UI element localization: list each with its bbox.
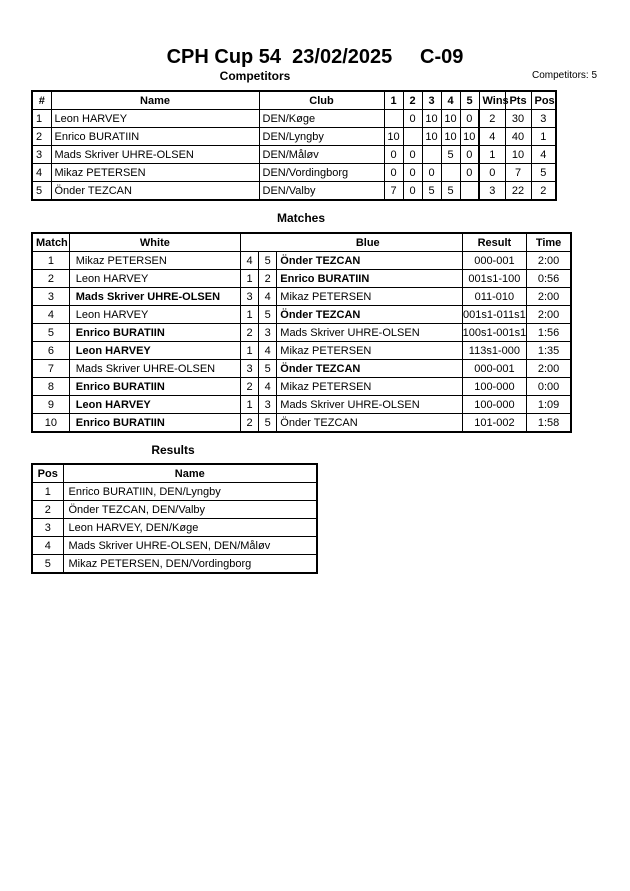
- col-header-vs-1: 1: [384, 91, 403, 110]
- result-row: [32, 483, 317, 501]
- competitor-number: 4: [32, 164, 51, 182]
- match-number: 2: [32, 270, 69, 288]
- white-number: 4: [241, 252, 259, 270]
- competitor-position: 3: [531, 110, 556, 128]
- competitor-position: 4: [531, 146, 556, 164]
- competitor-points: 10: [505, 146, 531, 164]
- score-vs-2: [403, 128, 422, 146]
- competitor-position: 5: [531, 164, 556, 182]
- match-row: [32, 288, 571, 306]
- competitor-club: DEN/Lyngby: [259, 128, 384, 146]
- white-competitor: Enrico BURATIIN: [69, 378, 240, 396]
- score-vs-3: 0: [422, 164, 441, 182]
- match-row: [32, 396, 571, 414]
- competitor-name: Mikaz PETERSEN: [51, 164, 259, 182]
- result-position: 5: [32, 555, 63, 574]
- competitor-number: 1: [32, 110, 51, 128]
- match-number: 3: [32, 288, 69, 306]
- score-vs-3: 10: [422, 110, 441, 128]
- blue-competitor: Önder TEZCAN: [277, 414, 462, 433]
- match-result: 001s1-100: [462, 270, 526, 288]
- match-number: 7: [32, 360, 69, 378]
- blue-competitor: Mikaz PETERSEN: [277, 342, 462, 360]
- col-header-vs-5: 5: [460, 91, 479, 110]
- match-result: 011-010: [462, 288, 526, 306]
- match-result: 001s1-011s1: [462, 306, 526, 324]
- match-time: 0:56: [527, 270, 571, 288]
- competitor-row: [32, 110, 556, 128]
- matches-header-row: [32, 233, 571, 252]
- matches-table: [31, 232, 572, 433]
- score-vs-2: 0: [403, 110, 422, 128]
- col-header-wins: Wins: [479, 91, 505, 110]
- competitor-row: [32, 146, 556, 164]
- score-vs-3: 5: [422, 182, 441, 201]
- blue-number: 3: [259, 324, 277, 342]
- score-vs-1: 7: [384, 182, 403, 201]
- blue-number: 5: [259, 360, 277, 378]
- competitor-points: 7: [505, 164, 531, 182]
- score-vs-2: 0: [403, 182, 422, 201]
- match-time: 2:00: [527, 252, 571, 270]
- white-competitor: Leon HARVEY: [69, 270, 240, 288]
- blue-number: 3: [259, 396, 277, 414]
- white-competitor: Mads Skriver UHRE-OLSEN: [69, 360, 240, 378]
- col-header-number: #: [32, 91, 51, 110]
- competitors-count: Competitors: 5: [532, 70, 598, 81]
- score-vs-4: 5: [441, 182, 460, 201]
- competitor-number: 3: [32, 146, 51, 164]
- score-vs-3: 10: [422, 128, 441, 146]
- score-vs-4: 10: [441, 110, 460, 128]
- white-number: 2: [241, 414, 259, 433]
- col-header-match: Match: [32, 233, 69, 252]
- col-header-time: Time: [527, 233, 571, 252]
- white-competitor: Leon HARVEY: [69, 342, 240, 360]
- match-time: 1:56: [527, 324, 571, 342]
- match-number: 4: [32, 306, 69, 324]
- col-header-result-pos: Pos: [32, 464, 63, 483]
- competitor-club: DEN/Køge: [259, 110, 384, 128]
- white-number: 2: [241, 324, 259, 342]
- results-table: [31, 463, 318, 574]
- competitor-wins: 3: [479, 182, 505, 201]
- blue-competitor: Mads Skriver UHRE-OLSEN: [277, 324, 462, 342]
- results-header-row: [32, 464, 317, 483]
- col-header-name: Name: [51, 91, 259, 110]
- result-position: 1: [32, 483, 63, 501]
- competitor-name: Enrico BURATIIN: [51, 128, 259, 146]
- page-title: CPH Cup 54 23/02/2025 C-09: [166, 46, 464, 68]
- white-competitor: Leon HARVEY: [69, 396, 240, 414]
- match-row: [32, 252, 571, 270]
- match-result: 000-001: [462, 252, 526, 270]
- match-time: 2:00: [527, 360, 571, 378]
- score-vs-5: 0: [460, 110, 479, 128]
- competitor-wins: 1: [479, 146, 505, 164]
- match-time: 0:00: [527, 378, 571, 396]
- result-name: Mikaz PETERSEN, DEN/Vordingborg: [63, 555, 317, 574]
- blue-competitor: Önder TEZCAN: [277, 252, 462, 270]
- col-header-vs-3: 3: [422, 91, 441, 110]
- white-competitor: Mads Skriver UHRE-OLSEN: [69, 288, 240, 306]
- competitor-wins: 2: [479, 110, 505, 128]
- score-vs-5: 0: [460, 164, 479, 182]
- blue-competitor: Önder TEZCAN: [277, 360, 462, 378]
- blue-number: 5: [259, 414, 277, 433]
- result-name: Önder TEZCAN, DEN/Valby: [63, 501, 317, 519]
- score-vs-1: 0: [384, 146, 403, 164]
- score-vs-4: [441, 164, 460, 182]
- blue-competitor: Enrico BURATIIN: [277, 270, 462, 288]
- competitor-number: 5: [32, 182, 51, 201]
- competitor-position: 2: [531, 182, 556, 201]
- competitor-club: DEN/Valby: [259, 182, 384, 201]
- match-number: 10: [32, 414, 69, 433]
- competitors-table: [31, 90, 557, 201]
- col-header-blue: Blue: [241, 233, 463, 252]
- col-header-pts: Pts: [505, 91, 531, 110]
- match-row: [32, 306, 571, 324]
- competitor-row: [32, 164, 556, 182]
- result-name: Leon HARVEY, DEN/Køge: [63, 519, 317, 537]
- match-time: 1:58: [527, 414, 571, 433]
- white-number: 3: [241, 288, 259, 306]
- competitors-header-row: [32, 91, 556, 110]
- matches-heading: Matches: [276, 211, 326, 225]
- blue-competitor: Mikaz PETERSEN: [277, 288, 462, 306]
- competitor-row: [32, 128, 556, 146]
- white-competitor: Enrico BURATIIN: [69, 414, 240, 433]
- score-vs-1: 10: [384, 128, 403, 146]
- competitor-points: 30: [505, 110, 531, 128]
- col-header-vs-2: 2: [403, 91, 422, 110]
- match-number: 9: [32, 396, 69, 414]
- match-row: [32, 324, 571, 342]
- blue-number: 2: [259, 270, 277, 288]
- result-name: Mads Skriver UHRE-OLSEN, DEN/Måløv: [63, 537, 317, 555]
- result-row: [32, 555, 317, 574]
- col-header-result-name: Name: [63, 464, 317, 483]
- competitor-name: Önder TEZCAN: [51, 182, 259, 201]
- result-row: [32, 519, 317, 537]
- match-row: [32, 360, 571, 378]
- score-vs-5: 10: [460, 128, 479, 146]
- competitor-position: 1: [531, 128, 556, 146]
- competitor-club: DEN/Vordingborg: [259, 164, 384, 182]
- white-number: 1: [241, 396, 259, 414]
- competitor-name: Mads Skriver UHRE-OLSEN: [51, 146, 259, 164]
- result-row: [32, 537, 317, 555]
- competitor-club: DEN/Måløv: [259, 146, 384, 164]
- score-vs-2: 0: [403, 164, 422, 182]
- match-time: 1:35: [527, 342, 571, 360]
- score-vs-5: 0: [460, 146, 479, 164]
- results-heading: Results: [151, 443, 195, 457]
- competitor-name: Leon HARVEY: [51, 110, 259, 128]
- blue-number: 4: [259, 342, 277, 360]
- white-number: 1: [241, 270, 259, 288]
- competitor-row: [32, 182, 556, 201]
- match-row: [32, 414, 571, 433]
- match-row: [32, 378, 571, 396]
- result-row: [32, 501, 317, 519]
- blue-competitor: Mikaz PETERSEN: [277, 378, 462, 396]
- match-result: 100s1-001s1: [462, 324, 526, 342]
- competitor-wins: 4: [479, 128, 505, 146]
- result-position: 3: [32, 519, 63, 537]
- white-number: 1: [241, 342, 259, 360]
- blue-number: 5: [259, 306, 277, 324]
- competitor-number: 2: [32, 128, 51, 146]
- score-vs-1: [384, 110, 403, 128]
- match-result: 100-000: [462, 396, 526, 414]
- score-vs-2: 0: [403, 146, 422, 164]
- match-row: [32, 270, 571, 288]
- match-number: 5: [32, 324, 69, 342]
- white-number: 1: [241, 306, 259, 324]
- white-competitor: Leon HARVEY: [69, 306, 240, 324]
- score-vs-3: [422, 146, 441, 164]
- match-result: 113s1-000: [462, 342, 526, 360]
- match-time: 2:00: [527, 306, 571, 324]
- competitor-points: 40: [505, 128, 531, 146]
- col-header-vs-4: 4: [441, 91, 460, 110]
- score-vs-1: 0: [384, 164, 403, 182]
- white-number: 2: [241, 378, 259, 396]
- match-result: 100-000: [462, 378, 526, 396]
- competitor-wins: 0: [479, 164, 505, 182]
- result-name: Enrico BURATIIN, DEN/Lyngby: [63, 483, 317, 501]
- score-vs-4: 10: [441, 128, 460, 146]
- blue-competitor: Mads Skriver UHRE-OLSEN: [277, 396, 462, 414]
- blue-competitor: Önder TEZCAN: [277, 306, 462, 324]
- col-header-white: White: [69, 233, 240, 252]
- result-position: 2: [32, 501, 63, 519]
- blue-number: 4: [259, 288, 277, 306]
- col-header-result: Result: [462, 233, 526, 252]
- result-position: 4: [32, 537, 63, 555]
- blue-number: 4: [259, 378, 277, 396]
- competitors-heading: Competitors: [219, 69, 291, 83]
- match-row: [32, 342, 571, 360]
- competitor-points: 22: [505, 182, 531, 201]
- white-number: 3: [241, 360, 259, 378]
- match-number: 6: [32, 342, 69, 360]
- match-time: 1:09: [527, 396, 571, 414]
- score-vs-5: [460, 182, 479, 201]
- match-time: 2:00: [527, 288, 571, 306]
- match-number: 1: [32, 252, 69, 270]
- col-header-pos: Pos: [531, 91, 556, 110]
- blue-number: 5: [259, 252, 277, 270]
- white-competitor: Enrico BURATIIN: [69, 324, 240, 342]
- white-competitor: Mikaz PETERSEN: [69, 252, 240, 270]
- match-result: 101-002: [462, 414, 526, 433]
- score-vs-4: 5: [441, 146, 460, 164]
- match-number: 8: [32, 378, 69, 396]
- match-result: 000-001: [462, 360, 526, 378]
- col-header-club: Club: [259, 91, 384, 110]
